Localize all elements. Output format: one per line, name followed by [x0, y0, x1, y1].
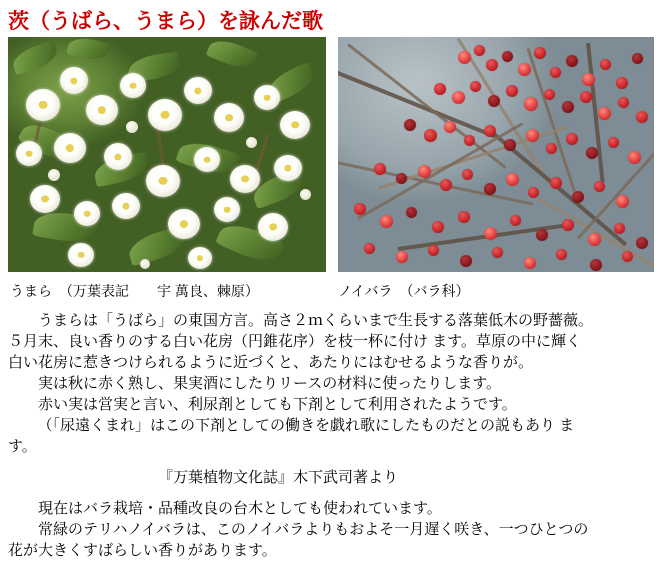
- rose-flower: [254, 85, 280, 110]
- rose-flower: [16, 141, 42, 166]
- rose-flower: [120, 73, 146, 98]
- caption-left: うまら （万葉表記 宇 萬良、棘原）: [10, 283, 259, 299]
- rose-flower: [104, 143, 132, 170]
- rose-hip: [594, 181, 605, 192]
- rose-hip: [586, 147, 598, 159]
- rose-hip: [418, 165, 431, 178]
- rose-hip: [502, 51, 513, 62]
- rose-hip: [506, 173, 519, 186]
- rose-flower: [148, 99, 182, 131]
- rose-hip: [636, 237, 648, 249]
- rose-flower: [274, 155, 302, 181]
- rose-hip: [590, 259, 602, 271]
- photo-row: [8, 37, 654, 272]
- rose-hip: [484, 183, 496, 195]
- rose-flower: [258, 213, 288, 241]
- rose-hip: [364, 243, 375, 254]
- caption-right: ノイバラ （バラ科）: [338, 283, 470, 299]
- rose-hip: [460, 255, 472, 267]
- rose-hip: [614, 223, 625, 234]
- rose-hip: [562, 101, 574, 113]
- rose-hip: [526, 129, 539, 142]
- rose-hip: [562, 219, 574, 231]
- body-line: す。: [8, 438, 37, 455]
- page-title: 茨（うばら、うまら）を詠んだ歌: [8, 10, 323, 33]
- rose-hip: [486, 59, 498, 71]
- rose-hip: [524, 257, 536, 269]
- rose-hip: [432, 221, 444, 233]
- rose-hip: [534, 47, 546, 59]
- body-line: 現在はバラ栽培・品種改良の台木としても使われています。: [23, 500, 442, 517]
- rose-hip: [632, 53, 643, 64]
- rose-flower: [112, 193, 140, 219]
- rose-flower: [188, 247, 212, 269]
- rose-hip: [546, 143, 557, 154]
- rose-hip: [396, 173, 407, 184]
- rose-hip: [628, 151, 641, 164]
- rose-bud: [126, 121, 138, 133]
- rose-hip: [598, 107, 611, 120]
- rose-flower: [168, 209, 200, 239]
- source-citation: 『万葉植物文化誌』木下武司著より: [158, 469, 399, 486]
- rose-hip: [434, 83, 446, 95]
- rose-hip: [506, 85, 518, 97]
- red-rose-hips-photo: [338, 37, 654, 272]
- rose-hip: [504, 139, 516, 151]
- rose-hip: [528, 187, 539, 198]
- rose-hip: [524, 97, 538, 111]
- rose-flower: [214, 197, 240, 222]
- spacer: [8, 457, 656, 467]
- rose-flower: [214, 103, 244, 132]
- rose-flower: [74, 201, 100, 226]
- rose-hip: [550, 67, 561, 78]
- body-line: 常緑のテリハノイバラは、このノイバラよりもおよそ一月遅く咲き、一つひとつの: [23, 521, 589, 538]
- rose-hip: [510, 215, 521, 226]
- rose-bud: [300, 189, 311, 200]
- rose-hip: [488, 95, 500, 107]
- rose-hip: [600, 59, 611, 70]
- body-line: 白い花房に惹きつけられるように近づくと、あたりにはむせるような香りが。: [8, 354, 534, 371]
- rose-hip: [492, 247, 503, 258]
- rose-flower: [146, 165, 180, 197]
- rose-flower: [194, 147, 220, 172]
- rose-hip: [536, 229, 548, 241]
- rose-hip: [406, 207, 417, 218]
- photo-captions: [8, 281, 654, 301]
- rose-flower: [86, 95, 118, 125]
- body-text: [8, 310, 656, 561]
- rose-hip: [444, 121, 456, 133]
- rose-hip: [484, 125, 496, 137]
- body-line: ５月末、良い香りのする白い花房（円錐花序）を枝一杯に付け ます。草原の中に輝く: [8, 333, 581, 350]
- rose-hip: [544, 89, 555, 100]
- rose-hip: [484, 227, 497, 240]
- rose-bud: [140, 259, 150, 269]
- rose-flower: [230, 165, 260, 193]
- rose-flower: [54, 133, 86, 163]
- rose-hip: [618, 97, 629, 108]
- rose-hip: [572, 191, 584, 203]
- rose-hip: [616, 195, 629, 208]
- body-line: （「尿遠くまれ」はこの下剤としての働きを戯れ歌にしたものだとの説もあり ま: [30, 417, 575, 434]
- rose-hip: [428, 245, 439, 256]
- rose-hip: [582, 73, 595, 86]
- white-rose-flowers-photo: [8, 37, 326, 272]
- rose-hip: [566, 55, 578, 67]
- body-line: うまらは「うばら」の東国方言。高さ２ｍくらいまで生長する落葉低木の野薔薇。: [23, 312, 594, 329]
- rose-hip: [470, 81, 481, 92]
- rose-hip: [396, 251, 408, 263]
- spacer: [8, 488, 656, 498]
- rose-hip: [374, 163, 386, 175]
- rose-hip: [556, 249, 567, 260]
- rose-hip: [380, 215, 393, 228]
- body-line: 実は秋に赤く熟し、果実酒にしたりリースの材料に使ったりします。: [23, 375, 502, 392]
- rose-flower: [280, 111, 310, 139]
- body-line: 赤い実は営実と言い、利尿剤としても下剤として利用されたようです。: [23, 396, 517, 413]
- rose-hip: [462, 169, 473, 180]
- rose-flower: [26, 89, 60, 121]
- rose-hip: [404, 119, 416, 131]
- rose-hip: [424, 129, 437, 142]
- rose-hip: [458, 211, 470, 223]
- rose-flower: [30, 185, 60, 213]
- rose-hip: [550, 177, 562, 189]
- rose-hip: [608, 137, 619, 148]
- body-line: 花が大きくすばらしい香りがあります。: [8, 542, 277, 559]
- rose-hip: [452, 91, 465, 104]
- rose-flower: [184, 77, 212, 104]
- rose-hip: [580, 91, 592, 103]
- rose-bud: [48, 169, 60, 181]
- rose-hip: [566, 133, 578, 145]
- rose-hip: [354, 203, 366, 215]
- rose-bud: [246, 137, 257, 148]
- rose-flower: [60, 67, 88, 94]
- rose-hip: [464, 135, 475, 146]
- rose-hip: [622, 251, 633, 262]
- rose-flower: [68, 243, 94, 267]
- rose-hip: [474, 45, 485, 56]
- rose-hip: [588, 233, 601, 246]
- rose-hip: [440, 179, 452, 191]
- rose-hip: [636, 111, 648, 123]
- rose-hip: [518, 63, 531, 76]
- rose-hip: [616, 77, 628, 89]
- rose-hip: [458, 51, 471, 64]
